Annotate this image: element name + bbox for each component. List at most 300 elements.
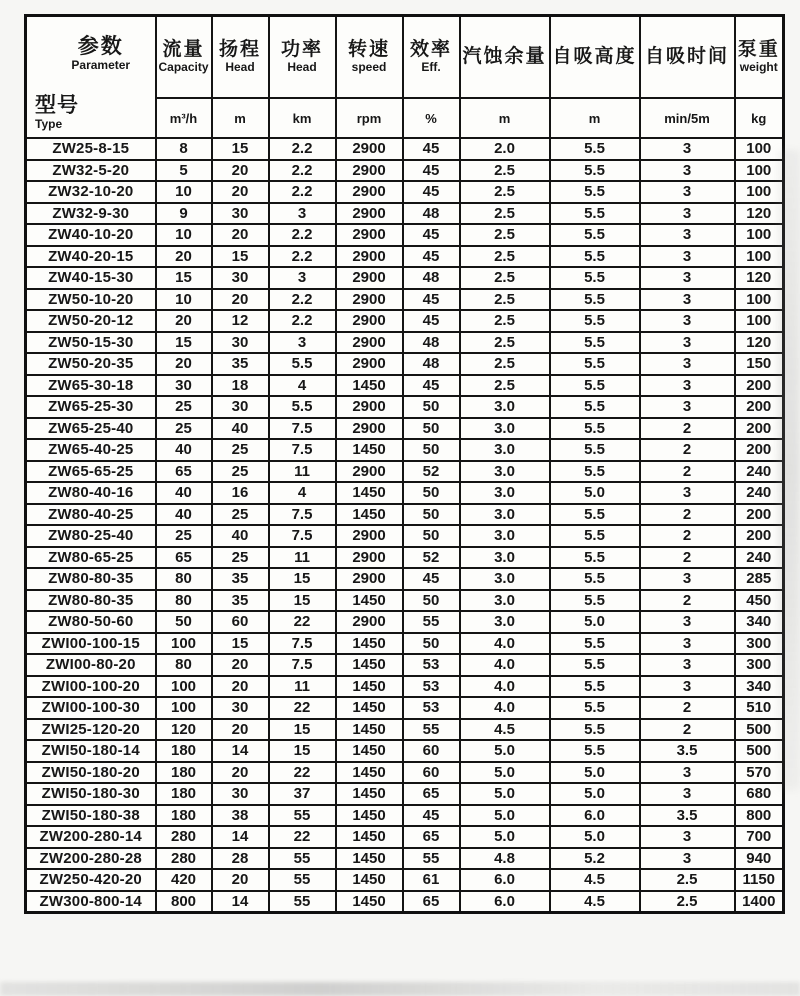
value-cell: 48 [403, 332, 460, 354]
value-cell: 1450 [336, 482, 403, 504]
value-cell: 200 [735, 504, 784, 526]
value-cell: 22 [269, 611, 336, 633]
value-cell: 940 [735, 848, 784, 870]
type-label-en: Type [35, 117, 63, 132]
value-cell: 48 [403, 353, 460, 375]
value-cell: 5.5 [550, 246, 640, 268]
value-cell: 40 [156, 504, 212, 526]
value-cell: 1450 [336, 654, 403, 676]
value-cell: 2.5 [640, 869, 735, 891]
value-cell: 4.5 [460, 719, 550, 741]
value-cell: 45 [403, 568, 460, 590]
table-row [26, 783, 784, 805]
model-cell: ZW200-280-28 [26, 848, 156, 870]
value-cell: 30 [212, 267, 269, 289]
header-efficiency: 效率 Eff. [403, 16, 460, 99]
value-cell: 5 [156, 160, 212, 182]
value-cell: 15 [156, 267, 212, 289]
value-cell: 52 [403, 547, 460, 569]
value-cell: 100 [735, 181, 784, 203]
value-cell: 240 [735, 547, 784, 569]
table-row [26, 375, 784, 397]
value-cell: 1450 [336, 439, 403, 461]
value-cell: 2.5 [460, 224, 550, 246]
model-cell: ZW50-10-20 [26, 289, 156, 311]
value-cell: 35 [212, 590, 269, 612]
table-row [26, 611, 784, 633]
value-cell: 5.5 [550, 740, 640, 762]
table-row [26, 289, 784, 311]
value-cell: 5.0 [550, 482, 640, 504]
model-cell: ZW40-10-20 [26, 224, 156, 246]
value-cell: 14 [212, 740, 269, 762]
table-row [26, 504, 784, 526]
value-cell: 10 [156, 181, 212, 203]
model-cell: ZWI50-180-14 [26, 740, 156, 762]
model-cell: ZW50-20-12 [26, 310, 156, 332]
value-cell: 5.5 [550, 353, 640, 375]
value-cell: 180 [156, 805, 212, 827]
value-cell: 3 [640, 332, 735, 354]
value-cell: 1450 [336, 504, 403, 526]
value-cell: 65 [403, 891, 460, 913]
header-head: 扬程 Head [212, 16, 269, 99]
value-cell: 420 [156, 869, 212, 891]
header-npsh: 汽蚀余量 [460, 16, 550, 99]
value-cell: 3 [640, 762, 735, 784]
table-row [26, 482, 784, 504]
value-cell: 30 [156, 375, 212, 397]
value-cell: 2 [640, 547, 735, 569]
value-cell: 35 [212, 568, 269, 590]
value-cell: 3 [640, 654, 735, 676]
value-cell: 4.0 [460, 676, 550, 698]
model-cell: ZWI00-80-20 [26, 654, 156, 676]
value-cell: 25 [212, 547, 269, 569]
table-row [26, 568, 784, 590]
value-cell: 20 [212, 181, 269, 203]
value-cell: 200 [735, 396, 784, 418]
value-cell: 2900 [336, 418, 403, 440]
model-cell: ZW32-5-20 [26, 160, 156, 182]
value-cell: 1450 [336, 848, 403, 870]
value-cell: 4 [269, 375, 336, 397]
value-cell: 3 [640, 633, 735, 655]
value-cell: 50 [403, 396, 460, 418]
value-cell: 340 [735, 676, 784, 698]
value-cell: 2900 [336, 547, 403, 569]
value-cell: 60 [403, 740, 460, 762]
value-cell: 570 [735, 762, 784, 784]
value-cell: 22 [269, 826, 336, 848]
value-cell: 100 [735, 310, 784, 332]
value-cell: 5.5 [550, 676, 640, 698]
value-cell: 3.0 [460, 547, 550, 569]
value-cell: 5.5 [550, 504, 640, 526]
value-cell: 3 [640, 396, 735, 418]
value-cell: 1450 [336, 375, 403, 397]
value-cell: 18 [212, 375, 269, 397]
model-cell: ZW80-25-40 [26, 525, 156, 547]
value-cell: 25 [212, 439, 269, 461]
value-cell: 5.5 [550, 719, 640, 741]
model-cell: ZWI50-180-38 [26, 805, 156, 827]
value-cell: 3 [640, 676, 735, 698]
value-cell: 45 [403, 310, 460, 332]
value-cell: 20 [212, 676, 269, 698]
value-cell: 4.0 [460, 697, 550, 719]
table-row [26, 525, 784, 547]
table-row [26, 203, 784, 225]
type-label-zh: 型号 [35, 94, 79, 118]
value-cell: 3 [269, 267, 336, 289]
value-cell: 4.5 [550, 891, 640, 913]
model-cell: ZWI25-120-20 [26, 719, 156, 741]
value-cell: 5.5 [550, 138, 640, 160]
value-cell: 1450 [336, 676, 403, 698]
value-cell: 20 [212, 224, 269, 246]
value-cell: 6.0 [460, 891, 550, 913]
value-cell: 240 [735, 482, 784, 504]
value-cell: 22 [269, 697, 336, 719]
value-cell: 680 [735, 783, 784, 805]
value-cell: 14 [212, 891, 269, 913]
value-cell: 2.5 [460, 181, 550, 203]
value-cell: 5.5 [269, 396, 336, 418]
model-cell: ZW32-10-20 [26, 181, 156, 203]
value-cell: 3.0 [460, 590, 550, 612]
value-cell: 120 [735, 203, 784, 225]
value-cell: 100 [735, 224, 784, 246]
value-cell: 3.0 [460, 504, 550, 526]
value-cell: 50 [403, 590, 460, 612]
value-cell: 2 [640, 697, 735, 719]
value-cell: 2.2 [269, 310, 336, 332]
table-row [26, 332, 784, 354]
value-cell: 25 [156, 396, 212, 418]
value-cell: 53 [403, 676, 460, 698]
unit-capacity: m³/h [156, 98, 212, 138]
model-cell: ZWI00-100-30 [26, 697, 156, 719]
value-cell: 2.2 [269, 138, 336, 160]
value-cell: 2.5 [460, 160, 550, 182]
value-cell: 30 [212, 697, 269, 719]
value-cell: 40 [212, 418, 269, 440]
value-cell: 65 [156, 461, 212, 483]
value-cell: 3 [640, 289, 735, 311]
value-cell: 5.5 [550, 633, 640, 655]
value-cell: 280 [156, 848, 212, 870]
value-cell: 3 [640, 826, 735, 848]
value-cell: 2.5 [460, 267, 550, 289]
value-cell: 5.5 [269, 353, 336, 375]
value-cell: 52 [403, 461, 460, 483]
value-cell: 45 [403, 289, 460, 311]
value-cell: 40 [156, 482, 212, 504]
parameter-label-zh: 参数 [77, 35, 124, 58]
value-cell: 20 [212, 762, 269, 784]
table-row [26, 353, 784, 375]
value-cell: 5.5 [550, 310, 640, 332]
value-cell: 2 [640, 504, 735, 526]
value-cell: 500 [735, 740, 784, 762]
value-cell: 28 [212, 848, 269, 870]
value-cell: 50 [403, 482, 460, 504]
model-cell: ZW80-50-60 [26, 611, 156, 633]
value-cell: 2.5 [460, 310, 550, 332]
value-cell: 3 [640, 267, 735, 289]
value-cell: 5.5 [550, 697, 640, 719]
value-cell: 3.0 [460, 418, 550, 440]
value-cell: 300 [735, 654, 784, 676]
value-cell: 3 [640, 848, 735, 870]
value-cell: 30 [212, 783, 269, 805]
value-cell: 5.5 [550, 525, 640, 547]
value-cell: 1450 [336, 826, 403, 848]
value-cell: 5.5 [550, 568, 640, 590]
value-cell: 45 [403, 246, 460, 268]
value-cell: 1450 [336, 719, 403, 741]
value-cell: 55 [269, 805, 336, 827]
value-cell: 60 [212, 611, 269, 633]
value-cell: 3.5 [640, 740, 735, 762]
value-cell: 2 [640, 525, 735, 547]
value-cell: 5.5 [550, 418, 640, 440]
value-cell: 2.5 [460, 289, 550, 311]
value-cell: 2900 [336, 246, 403, 268]
value-cell: 65 [156, 547, 212, 569]
value-cell: 100 [156, 676, 212, 698]
value-cell: 3 [640, 353, 735, 375]
table-row [26, 826, 784, 848]
table-row [26, 138, 784, 160]
value-cell: 55 [269, 891, 336, 913]
value-cell: 2.0 [460, 138, 550, 160]
value-cell: 11 [269, 547, 336, 569]
model-cell: ZW65-30-18 [26, 375, 156, 397]
table-row [26, 848, 784, 870]
value-cell: 2.5 [460, 375, 550, 397]
value-cell: 15 [212, 246, 269, 268]
value-cell: 2900 [336, 332, 403, 354]
model-cell: ZW50-15-30 [26, 332, 156, 354]
table-row [26, 310, 784, 332]
value-cell: 7.5 [269, 439, 336, 461]
value-cell: 180 [156, 783, 212, 805]
model-cell: ZW40-15-30 [26, 267, 156, 289]
value-cell: 5.0 [460, 762, 550, 784]
value-cell: 200 [735, 525, 784, 547]
value-cell: 2900 [336, 310, 403, 332]
value-cell: 180 [156, 740, 212, 762]
header-suction-time: 自吸时间 [640, 16, 735, 99]
value-cell: 2.5 [460, 353, 550, 375]
table-row [26, 181, 784, 203]
value-cell: 5.5 [550, 439, 640, 461]
value-cell: 15 [269, 568, 336, 590]
value-cell: 38 [212, 805, 269, 827]
value-cell: 20 [212, 719, 269, 741]
value-cell: 2900 [336, 611, 403, 633]
value-cell: 2900 [336, 138, 403, 160]
unit-suction-height: m [550, 98, 640, 138]
value-cell: 200 [735, 375, 784, 397]
value-cell: 5.2 [550, 848, 640, 870]
value-cell: 3.0 [460, 396, 550, 418]
value-cell: 3 [640, 181, 735, 203]
value-cell: 1450 [336, 697, 403, 719]
model-cell: ZW80-80-35 [26, 568, 156, 590]
value-cell: 5.5 [550, 332, 640, 354]
value-cell: 2900 [336, 568, 403, 590]
table-row [26, 267, 784, 289]
value-cell: 5.5 [550, 654, 640, 676]
value-cell: 20 [156, 353, 212, 375]
scan-artifact-bottom [0, 982, 800, 996]
value-cell: 60 [403, 762, 460, 784]
value-cell: 5.0 [460, 826, 550, 848]
model-cell: ZWI50-180-30 [26, 783, 156, 805]
value-cell: 2 [640, 461, 735, 483]
value-cell: 5.5 [550, 590, 640, 612]
corner-header-cell [26, 16, 156, 139]
value-cell: 3 [269, 203, 336, 225]
value-cell: 2.2 [269, 224, 336, 246]
value-cell: 3.0 [460, 461, 550, 483]
value-cell: 7.5 [269, 633, 336, 655]
table-body [26, 138, 784, 913]
header-power: 功率 Head [269, 16, 336, 99]
value-cell: 1450 [336, 869, 403, 891]
value-cell: 45 [403, 805, 460, 827]
value-cell: 3 [640, 783, 735, 805]
value-cell: 2.2 [269, 160, 336, 182]
value-cell: 2.5 [640, 891, 735, 913]
value-cell: 3 [640, 138, 735, 160]
model-cell: ZW40-20-15 [26, 246, 156, 268]
value-cell: 1450 [336, 740, 403, 762]
value-cell: 15 [212, 138, 269, 160]
value-cell: 11 [269, 676, 336, 698]
model-cell: ZW80-65-25 [26, 547, 156, 569]
value-cell: 45 [403, 224, 460, 246]
parameter-label-en: Parameter [71, 58, 131, 73]
value-cell: 2.2 [269, 246, 336, 268]
unit-weight: kg [735, 98, 784, 138]
header-row [26, 16, 784, 99]
value-cell: 3 [640, 568, 735, 590]
value-cell: 80 [156, 654, 212, 676]
value-cell: 2.5 [460, 246, 550, 268]
table-row [26, 396, 784, 418]
value-cell: 2 [640, 439, 735, 461]
value-cell: 50 [403, 439, 460, 461]
value-cell: 3.0 [460, 482, 550, 504]
header-weight: 泵重 weight [735, 16, 784, 99]
value-cell: 48 [403, 267, 460, 289]
value-cell: 55 [403, 848, 460, 870]
value-cell: 8 [156, 138, 212, 160]
value-cell: 20 [212, 869, 269, 891]
value-cell: 25 [212, 504, 269, 526]
value-cell: 5.5 [550, 461, 640, 483]
table-row [26, 439, 784, 461]
value-cell: 3.0 [460, 568, 550, 590]
value-cell: 53 [403, 654, 460, 676]
header-speed: 转速 speed [336, 16, 403, 99]
table-row [26, 654, 784, 676]
value-cell: 3 [640, 224, 735, 246]
value-cell: 30 [212, 203, 269, 225]
value-cell: 2900 [336, 396, 403, 418]
value-cell: 240 [735, 461, 784, 483]
table-row [26, 246, 784, 268]
value-cell: 340 [735, 611, 784, 633]
value-cell: 3 [640, 203, 735, 225]
header-suction-height: 自吸高度 [550, 16, 640, 99]
value-cell: 53 [403, 697, 460, 719]
value-cell: 30 [212, 396, 269, 418]
value-cell: 120 [735, 332, 784, 354]
model-cell: ZW250-420-20 [26, 869, 156, 891]
model-cell: ZW65-25-30 [26, 396, 156, 418]
value-cell: 30 [212, 332, 269, 354]
value-cell: 4.0 [460, 654, 550, 676]
value-cell: 1450 [336, 891, 403, 913]
value-cell: 5.0 [550, 783, 640, 805]
value-cell: 5.5 [550, 375, 640, 397]
value-cell: 25 [212, 461, 269, 483]
unit-head: m [212, 98, 269, 138]
value-cell: 2.2 [269, 289, 336, 311]
value-cell: 50 [403, 418, 460, 440]
value-cell: 2900 [336, 461, 403, 483]
value-cell: 4.0 [460, 633, 550, 655]
value-cell: 9 [156, 203, 212, 225]
value-cell: 37 [269, 783, 336, 805]
value-cell: 1450 [336, 762, 403, 784]
value-cell: 1450 [336, 805, 403, 827]
value-cell: 5.5 [550, 547, 640, 569]
header-capacity: 流量 Capacity [156, 16, 212, 99]
value-cell: 7.5 [269, 654, 336, 676]
parameter-label [33, 21, 149, 72]
value-cell: 55 [269, 869, 336, 891]
value-cell: 2900 [336, 289, 403, 311]
value-cell: 2900 [336, 181, 403, 203]
table-row [26, 869, 784, 891]
value-cell: 65 [403, 826, 460, 848]
type-label [33, 72, 149, 131]
value-cell: 700 [735, 826, 784, 848]
value-cell: 40 [156, 439, 212, 461]
value-cell: 10 [156, 289, 212, 311]
value-cell: 100 [735, 246, 784, 268]
value-cell: 3 [640, 611, 735, 633]
value-cell: 3 [640, 375, 735, 397]
value-cell: 2900 [336, 224, 403, 246]
value-cell: 3 [269, 332, 336, 354]
value-cell: 5.5 [550, 289, 640, 311]
table-row [26, 805, 784, 827]
value-cell: 25 [156, 525, 212, 547]
value-cell: 4.8 [460, 848, 550, 870]
value-cell: 5.5 [550, 396, 640, 418]
table-row [26, 418, 784, 440]
value-cell: 120 [735, 267, 784, 289]
unit-suction-time: min/5m [640, 98, 735, 138]
model-cell: ZW32-9-30 [26, 203, 156, 225]
